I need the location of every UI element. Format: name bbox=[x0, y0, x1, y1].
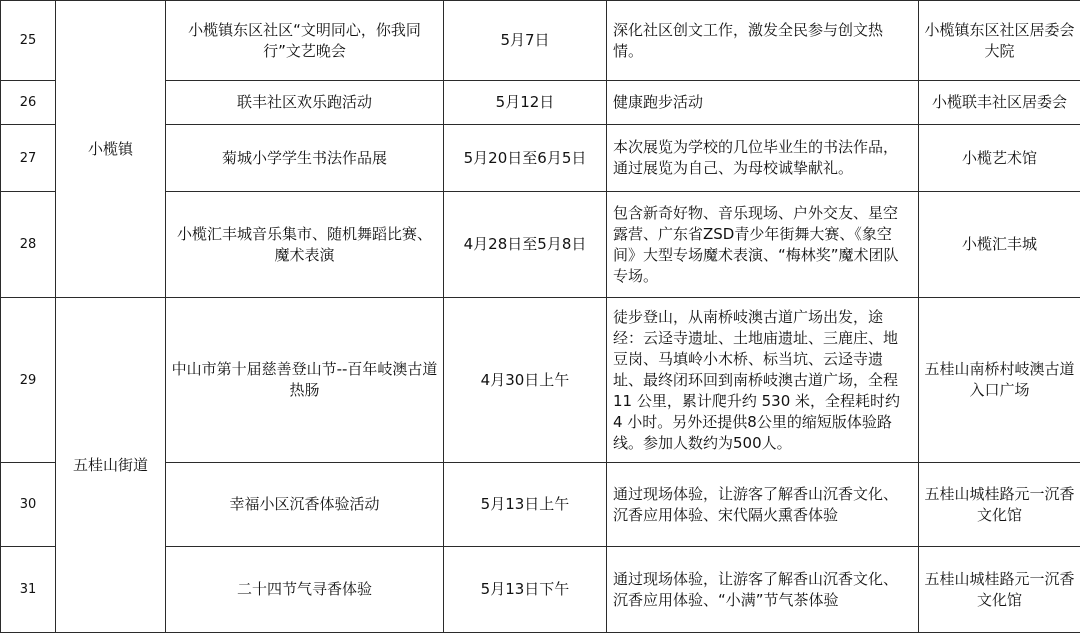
event-date: 5月13日上午 bbox=[444, 463, 607, 547]
event-venue: 五桂山南桥村岐澳古道入口广场 bbox=[919, 298, 1080, 463]
table-row bbox=[1, 298, 1080, 463]
row-number: 26 bbox=[1, 81, 56, 125]
row-number: 28 bbox=[1, 192, 56, 298]
table-row bbox=[1, 1, 1080, 81]
town-cell: 小榄镇 bbox=[56, 1, 166, 298]
event-description: 深化社区创文工作，激发全民参与创文热情。 bbox=[607, 1, 919, 81]
event-description: 本次展览为学校的几位毕业生的书法作品，通过展览为自己、为母校诚挚献礼。 bbox=[607, 125, 919, 192]
event-name: 小榄汇丰城音乐集市、随机舞蹈比赛、魔术表演 bbox=[166, 192, 444, 298]
row-number: 30 bbox=[1, 463, 56, 547]
event-date: 5月13日下午 bbox=[444, 547, 607, 633]
event-date: 4月30日上午 bbox=[444, 298, 607, 463]
event-name: 二十四节气寻香体验 bbox=[166, 547, 444, 633]
event-description: 包含新奇好物、音乐现场、户外交友、星空露营、广东省ZSD青少年街舞大赛、《象空间》大型专场魔术表演、“梅林奖”魔术团队专场。 bbox=[607, 192, 919, 298]
row-number: 29 bbox=[1, 298, 56, 463]
row-number: 31 bbox=[1, 547, 56, 633]
event-venue: 五桂山城桂路元一沉香文化馆 bbox=[919, 547, 1080, 633]
event-description: 徒步登山，从南桥岐澳古道广场出发，途经：云迳寺遗址、土地庙遗址、三鹿庄、地豆岗、马填岭小木桥、标当坑、云迳寺遗址、最终闭环回到南桥岐澳古道广场，全程 11 公里，累计爬升约 530 米，全程耗时约 4 小时。另外还提供8公里的缩短版体验路线。参加人数约为500人。 bbox=[607, 298, 919, 463]
event-name: 小榄镇东区社区“文明同心，你我同行”文艺晚会 bbox=[166, 1, 444, 81]
event-name: 联丰社区欢乐跑活动 bbox=[166, 81, 444, 125]
event-date: 5月7日 bbox=[444, 1, 607, 81]
event-venue: 五桂山城桂路元一沉香文化馆 bbox=[919, 463, 1080, 547]
event-description: 健康跑步活动 bbox=[607, 81, 919, 125]
event-venue: 小榄联丰社区居委会 bbox=[919, 81, 1080, 125]
event-description: 通过现场体验，让游客了解香山沉香文化、沉香应用体验、宋代隔火熏香体验 bbox=[607, 463, 919, 547]
event-date: 5月12日 bbox=[444, 81, 607, 125]
town-cell: 五桂山街道 bbox=[56, 298, 166, 633]
event-name: 中山市第十届慈善登山节--百年岐澳古道热肠 bbox=[166, 298, 444, 463]
event-venue: 小榄艺术馆 bbox=[919, 125, 1080, 192]
row-number: 25 bbox=[1, 1, 56, 81]
event-date: 4月28日至5月8日 bbox=[444, 192, 607, 298]
event-name: 幸福小区沉香体验活动 bbox=[166, 463, 444, 547]
event-description: 通过现场体验，让游客了解香山沉香文化、沉香应用体验、“小满”节气茶体验 bbox=[607, 547, 919, 633]
event-venue: 小榄镇东区社区居委会大院 bbox=[919, 1, 1080, 81]
row-number: 27 bbox=[1, 125, 56, 192]
event-name: 菊城小学学生书法作品展 bbox=[166, 125, 444, 192]
event-date: 5月20日至6月5日 bbox=[444, 125, 607, 192]
event-venue: 小榄汇丰城 bbox=[919, 192, 1080, 298]
